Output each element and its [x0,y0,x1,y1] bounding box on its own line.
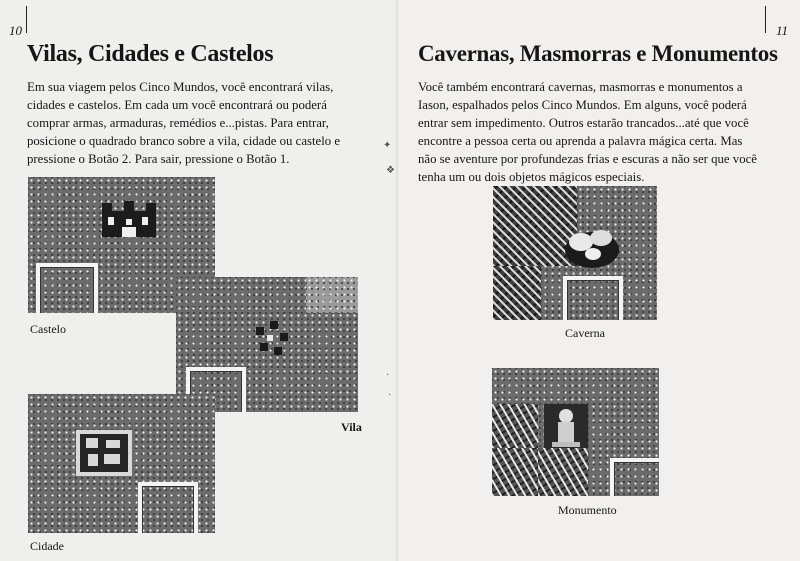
village-screenshot [176,277,358,412]
caption-village: Vila [341,420,362,434]
selection-cursor-box [563,276,623,320]
monument-statue-icon [544,404,588,448]
village-sprite-icon [252,321,292,357]
body-text-right: Você também encontrará cavernas, masmorras e monumentos a Iason, espalhados pelos Cinco Mundos. Em alguns, você poderá entrar sem impedimento. Outros estarão trancados...até que você encontre a pessoa certa ou aprenda a palavra mágica certa. Mas não se aventure por profundezas frias e escuras a não ser que você tenha um ou dois objetos mágicos especiais. [418,80,757,184]
selection-cursor-box [36,263,98,313]
monument-screenshot [492,368,659,496]
stone-tile [538,448,588,496]
cave-screenshot [493,186,657,320]
page-number-left: 10 [9,23,22,38]
page-title-left: Vilas, Cidades e Castelos [27,41,274,67]
city-screenshot [28,394,215,533]
margin-mark: · [386,370,390,381]
margin-mark: ❖ [386,165,395,176]
page-title-right: Cavernas, Masmorras e Monumentos [418,41,778,66]
page-number-rule-right [765,6,766,33]
body-text-left: Em sua viagem pelos Cinco Mundos, você encontrará vilas, cidades e castelos. Em cada um você encontrará ou poderá comprar armas, armaduras, remédios e...pistas. Para entrar, posicione o quadrado branco sobre a vila, cidade ou castelo e pressione o Botão 2. Para sair, pressione o Botão 1. [27,80,341,166]
page-number-rule-left [26,6,27,33]
selection-cursor-box [138,482,198,533]
castle-sprite-icon [98,201,160,239]
right-page [402,0,800,561]
caption-monument: Monumento [558,503,617,517]
caption-castle: Castelo [30,322,66,336]
margin-mark: · [388,390,392,401]
page-number-right: 11 [775,23,788,38]
caption-cave: Caverna [565,326,605,340]
selection-cursor-box [610,458,659,496]
left-page [0,0,398,561]
caption-city: Cidade [30,539,64,553]
city-sprite-icon [74,428,134,478]
margin-mark: ✦ [383,140,392,151]
stone-tile [492,404,538,448]
stone-tile [492,448,538,496]
cave-boulder-icon [563,226,621,270]
rock-terrain [493,266,541,320]
terrain-patch [306,277,358,313]
